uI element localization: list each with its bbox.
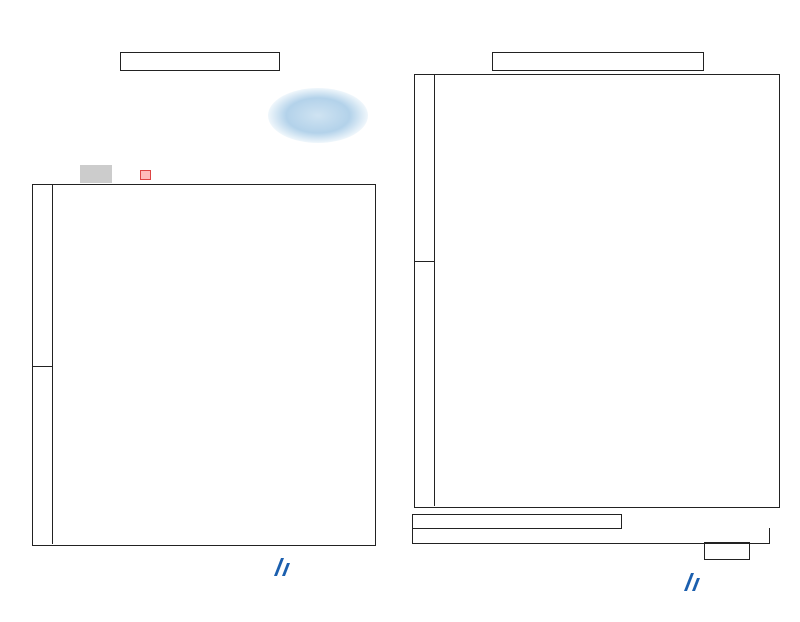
survey-page-2 (400, 0, 800, 622)
logo-mark-icon (682, 570, 704, 592)
logo-mark-icon (272, 555, 294, 577)
section-label-sales (33, 185, 53, 367)
page-title (120, 52, 280, 71)
score-box (704, 542, 750, 560)
survey-table-1 (32, 184, 376, 546)
decision-prompt (412, 514, 622, 529)
redacted-name (80, 165, 112, 183)
survey-table-2 (414, 74, 780, 508)
section-label-construction (415, 75, 435, 262)
section-label-office (33, 367, 53, 544)
section-label-company (415, 262, 435, 506)
stamp-icon (140, 170, 151, 180)
thanks-watercolor-graphic (268, 88, 368, 143)
page-title (492, 52, 704, 71)
